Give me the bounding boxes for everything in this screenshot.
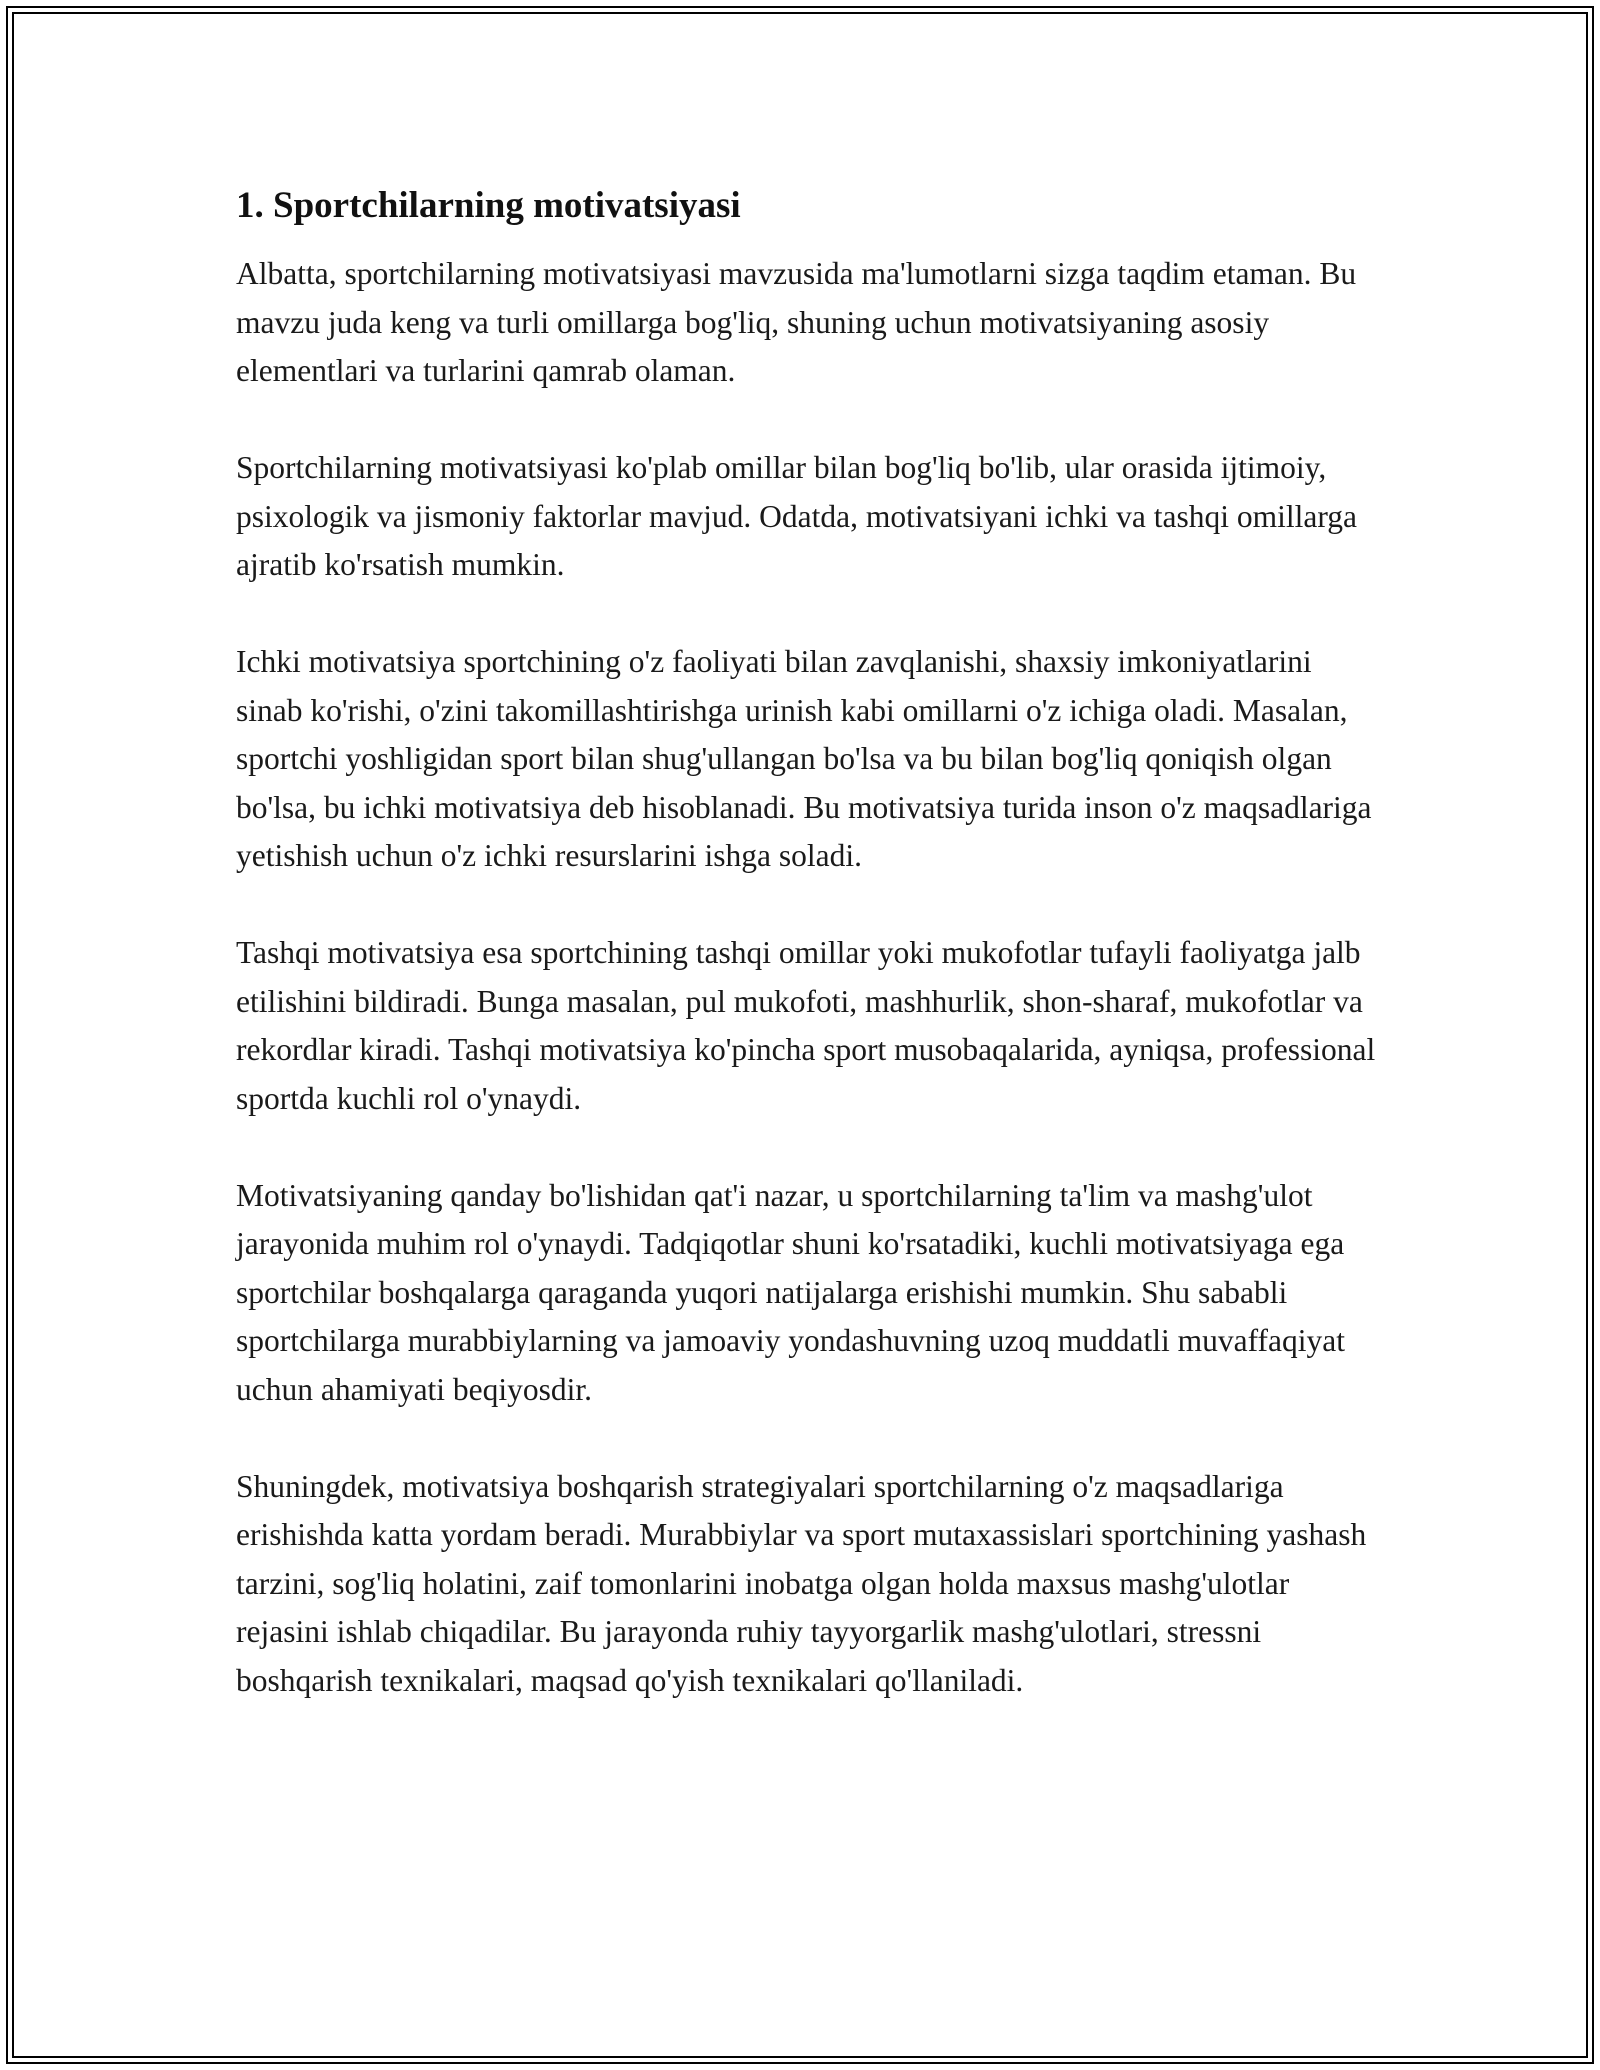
section-heading: 1. Sportchilarning motivatsiyasi: [236, 185, 741, 226]
document-body: [236, 182, 1376, 1705]
paragraph-intro: Albatta, sportchilarning motivatsiyasi mavzusida ma'lumotlarni sizga taqdim etaman. Bu mavzu juda keng va turli omillarga bog'liq, shuning uchun motivatsiyaning asosiy elementlari va turlarini qamrab olaman.: [236, 256, 1357, 388]
paragraph-intrinsic-motivation: Ichki motivatsiya sportchining o'z faoliyati bilan zavqlanishi, shaxsiy imkoniyatlarini sinab ko'rishi, o'zini takomillashtirishga urinish kabi omillarni o'z ichiga oladi. Masalan, sportchi yoshligidan sport bilan shug'ullangan bo'lsa va bu bilan bog'liq qoniqish olgan bo'lsa, bu ichki motivatsiya deb hisoblanadi. Bu motivatsiya turida inson o'z maqsadlariga yetishish uchun o'z ichki resurslarini ishga soladi.: [236, 644, 1372, 873]
paragraph-importance: Motivatsiyaning qanday bo'lishidan qat'i nazar, u sportchilarning ta'lim va mashg'ulot jarayonida muhim rol o'ynaydi. Tadqiqotlar shuni ko'rsatadiki, kuchli motivatsiyaga ega sportchilar boshqalarga qaraganda yuqori natijalarga erishishi mumkin. Shu sababli sportchilarga murabbiylarning va jamoaviy yondashuvning uzoq muddatli muvaffaqiyat uchun ahamiyati beqiyosdir.: [236, 1177, 1345, 1407]
paragraph-extrinsic-motivation: Tashqi motivatsiya esa sportchining tashqi omillar yoki mukofotlar tufayli faoliyatga jalb etilishini bildiradi. Bunga masalan, pul mukofoti, mashhurlik, shon-sharaf, mukofotlar va rekordlar kiradi. Tashqi motivatsiya ko'pincha sport musobaqalarida, ayniqsa, professional sportda kuchli rol o'ynaydi.: [236, 935, 1376, 1116]
paragraph-factors: Sportchilarning motivatsiyasi ko'plab omillar bilan bog'liq bo'lib, ular orasida ijtimoiy, psixologik va jismoniy faktorlar mavjud. Odatda, motivatsiyani ichki va tashqi omillarga ajratib ko'rsatish mumkin.: [236, 450, 1357, 582]
paragraph-strategies: Shuningdek, motivatsiya boshqarish strategiyalari sportchilarning o'z maqsadlariga erishishda katta yordam beradi. Murabbiylar va sport mutaxassislari sportchining yashash tarzini, sog'liq holatini, zaif tomonlarini inobatga olgan holda maxsus mashg'ulotlar rejasini ishlab chiqadilar. Bu jarayonda ruhiy tayyorgarlik mashg'ulotlari, stressni boshqarish texnikalari, maqsad qo'yish texnikalari qo'llaniladi.: [236, 1468, 1367, 1698]
